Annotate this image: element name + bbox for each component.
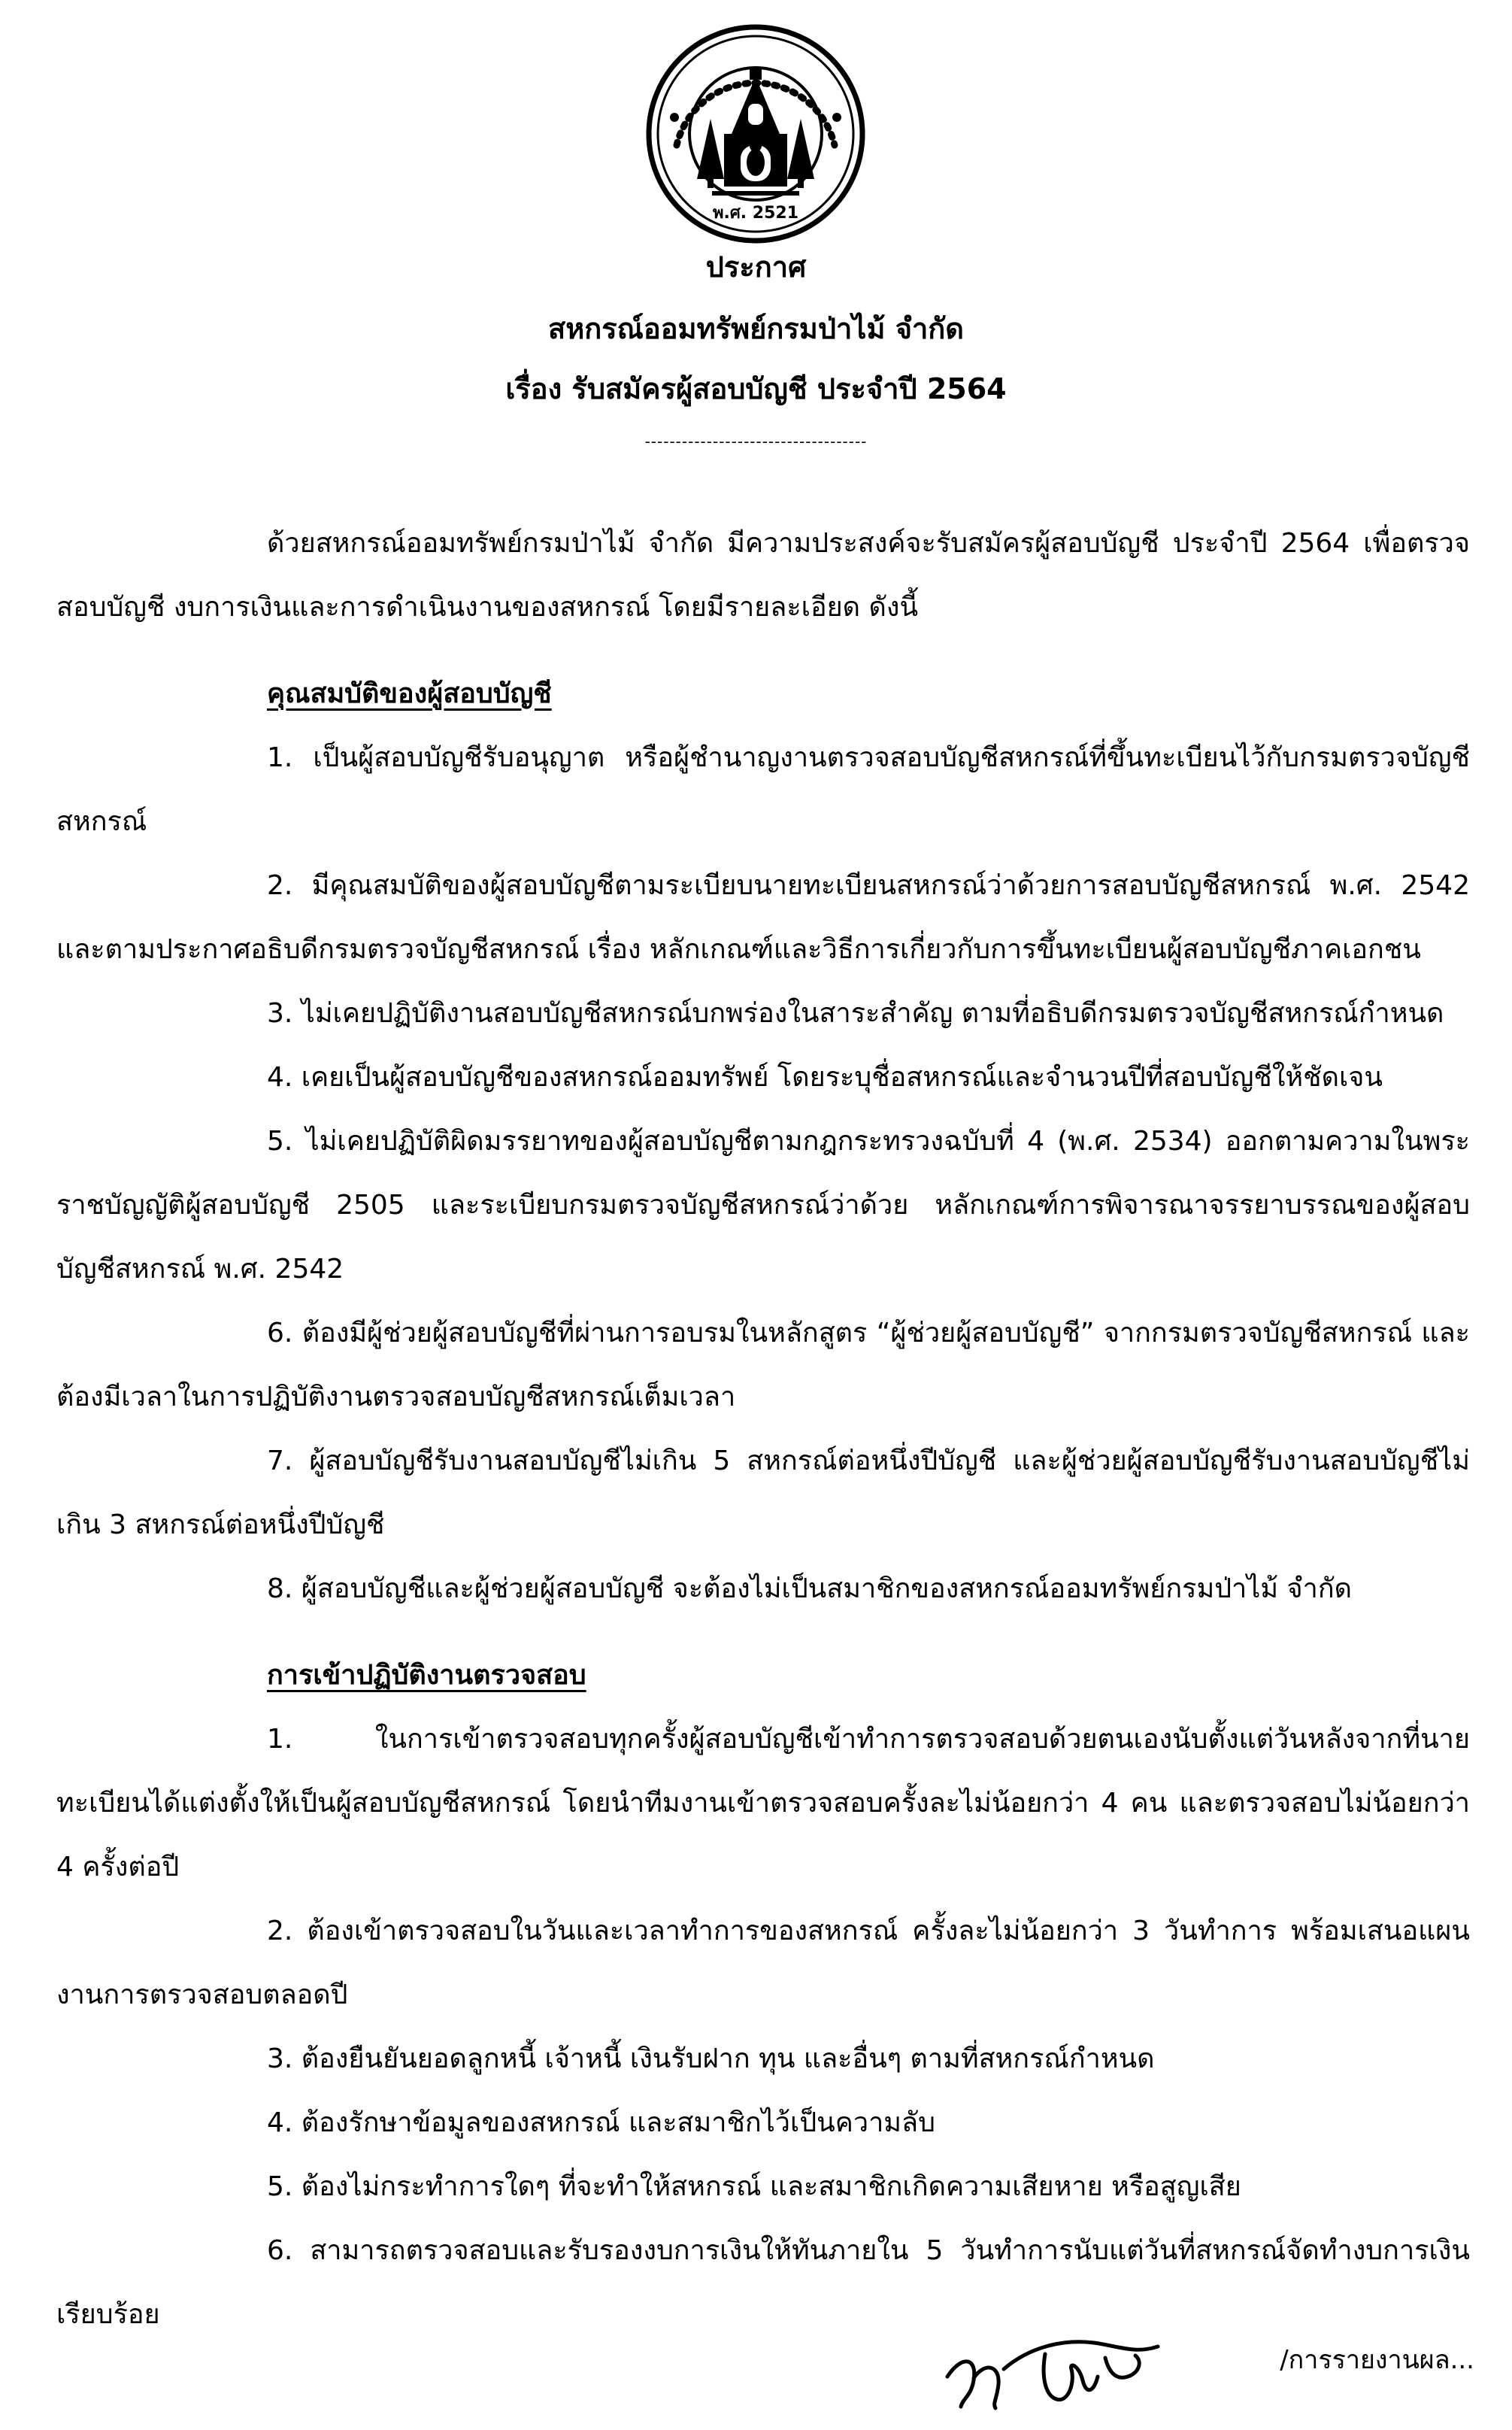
qualification-item: 3. ไม่เคยปฏิบัติงานสอบบัญชีสหกรณ์บกพร่องในสาระสำคัญ ตามที่อธิบดีกรมตรวจบัญชีสหกรณ์กำหนด	[267, 998, 1444, 1029]
announcement-heading: ประกาศ	[705, 250, 807, 284]
organization-name: สหกรณ์ออมทรัพย์กรมป่าไม้ จำกัด	[548, 312, 964, 345]
audit-practice-item: 3. ต้องยืนยันยอดลูกหนี้ เจ้าหนี้ เงินรับฝาก ทุน และอื่นๆ ตามที่สหกรณ์กำหนด	[267, 2043, 1155, 2074]
announcement-subject: เรื่อง รับสมัครผู้สอบบัญชี ประจำปี 2564	[505, 372, 1007, 405]
audit-practice-item: 2. ต้องเข้าตรวจสอบในวันและเวลาทำการของสหกรณ์ ครั้งละไม่น้อยกว่า 3 วันทำการ พร้อมเสนอแผนงานการตรวจสอบตลอดปี	[56, 1916, 1470, 2010]
audit-practice-item: 5. ต้องไม่กระทำการใดๆ ที่จะทำให้สหกรณ์ และสมาชิกเกิดความเสียหาย หรือสูญเสีย	[267, 2171, 1241, 2202]
continued-page-note: /การรายงานผล...	[1280, 2345, 1474, 2375]
title-divider: ------------------------------------	[644, 432, 868, 451]
audit-practice-item: 6. สามารถตรวจสอบและรับรองงบการเงินให้ทันภายใน 5 วันทำการนับแต่วันที่สหกรณ์จัดทำงบการเงินเรียบร้อย	[56, 2235, 1470, 2330]
document-body	[56, 511, 1470, 2347]
audit-practice-heading: การเข้าปฏิบัติงานตรวจสอบ	[267, 1660, 586, 1691]
intro-paragraph: ด้วยสหกรณ์ออมทรัพย์กรมป่าไม้ จำกัด มีความประสงค์จะรับสมัครผู้สอบบัญชี ประจำปี 2564 เพื่อตรวจสอบบัญชี งบการเงินและการดำเนินงานของสหกรณ์ โดยมีรายละเอียด ดังนี้	[56, 528, 1470, 623]
qualification-item: 1. เป็นผู้สอบบัญชีรับอนุญาต หรือผู้ชำนาญงานตรวจสอบบัญชีสหกรณ์ที่ขึ้นทะเบียนไว้กับกรมตรวจบัญชีสหกรณ์	[56, 742, 1470, 837]
handwritten-signature	[932, 2324, 1173, 2414]
qualification-item: 8. ผู้สอบบัญชีและผู้ช่วยผู้สอบบัญชี จะต้องไม่เป็นสมาชิกของสหกรณ์ออมทรัพย์กรมป่าไม้ จำกัด	[267, 1573, 1353, 1604]
qualifications-heading: คุณสมบัติของผู้สอบบัญชี	[267, 678, 552, 709]
qualification-item: 7. ผู้สอบบัญชีรับงานสอบบัญชีไม่เกิน 5 สหกรณ์ต่อหนึ่งปีบัญชี และผู้ช่วยผู้สอบบัญชีรับงานสอบบัญชีไม่เกิน 3 สหกรณ์ต่อหนึ่งปีบัญชี	[56, 1446, 1470, 1540]
audit-practice-item: 4. ต้องรักษาข้อมูลของสหกรณ์ และสมาชิกไว้เป็นความลับ	[267, 2107, 935, 2138]
seal-year-text: พ.ศ. 2521	[712, 204, 799, 223]
qualification-item: 4. เคยเป็นผู้สอบบัญชีของสหกรณ์ออมทรัพย์ โดยระบุชื่อสหกรณ์และจำนวนปีที่สอบบัญชีให้ชัดเจน	[267, 1062, 1383, 1093]
qualification-item: 5. ไม่เคยปฏิบัติผิดมรรยาทของผู้สอบบัญชีตามกฎกระทรวงฉบับที่ 4 (พ.ศ. 2534) ออกตามความในพระราชบัญญัติผู้สอบบัญชี 2505 และระเบียบกรมตรวจบัญชีสหกรณ์ว่าด้วย หลักเกณฑ์การพิจารณาจรรยาบรรณของผู้สอบบัญชีสหกรณ์ พ.ศ. 2542	[56, 1126, 1470, 1285]
qualification-item: 2. มีคุณสมบัติของผู้สอบบัญชีตามระเบียบนายทะเบียนสหกรณ์ว่าด้วยการสอบบัญชีสหกรณ์ พ.ศ. 2542 และตามประกาศอธิบดีกรมตรวจบัญชีสหกรณ์ เรื่อง หลักเกณฑ์และวิธีการเกี่ยวกับการขึ้นทะเบียนผู้สอบบัญชีภาคเอกชน	[56, 870, 1470, 965]
audit-practice-item: 1. ในการเข้าตรวจสอบทุกครั้งผู้สอบบัญชีเข้าทำการตรวจสอบด้วยตนเองนับตั้งแต่วันหลังจากที่นายทะเบียนได้แต่งตั้งให้เป็นผู้สอบบัญชีสหกรณ์ โดยนำทีมงานเข้าตรวจสอบครั้งละไม่น้อยกว่า 4 คน และตรวจสอบไม่น้อยกว่า 4 ครั้งต่อปี	[56, 1724, 1470, 1882]
cooperative-seal-logo	[643, 21, 868, 247]
qualification-item: 6. ต้องมีผู้ช่วยผู้สอบบัญชีที่ผ่านการอบรมในหลักสูตร “ผู้ช่วยผู้สอบบัญชี” จากกรมตรวจบัญชีสหกรณ์ และต้องมีเวลาในการปฏิบัติงานตรวจสอบบัญชีสหกรณ์เต็มเวลา	[56, 1318, 1470, 1412]
